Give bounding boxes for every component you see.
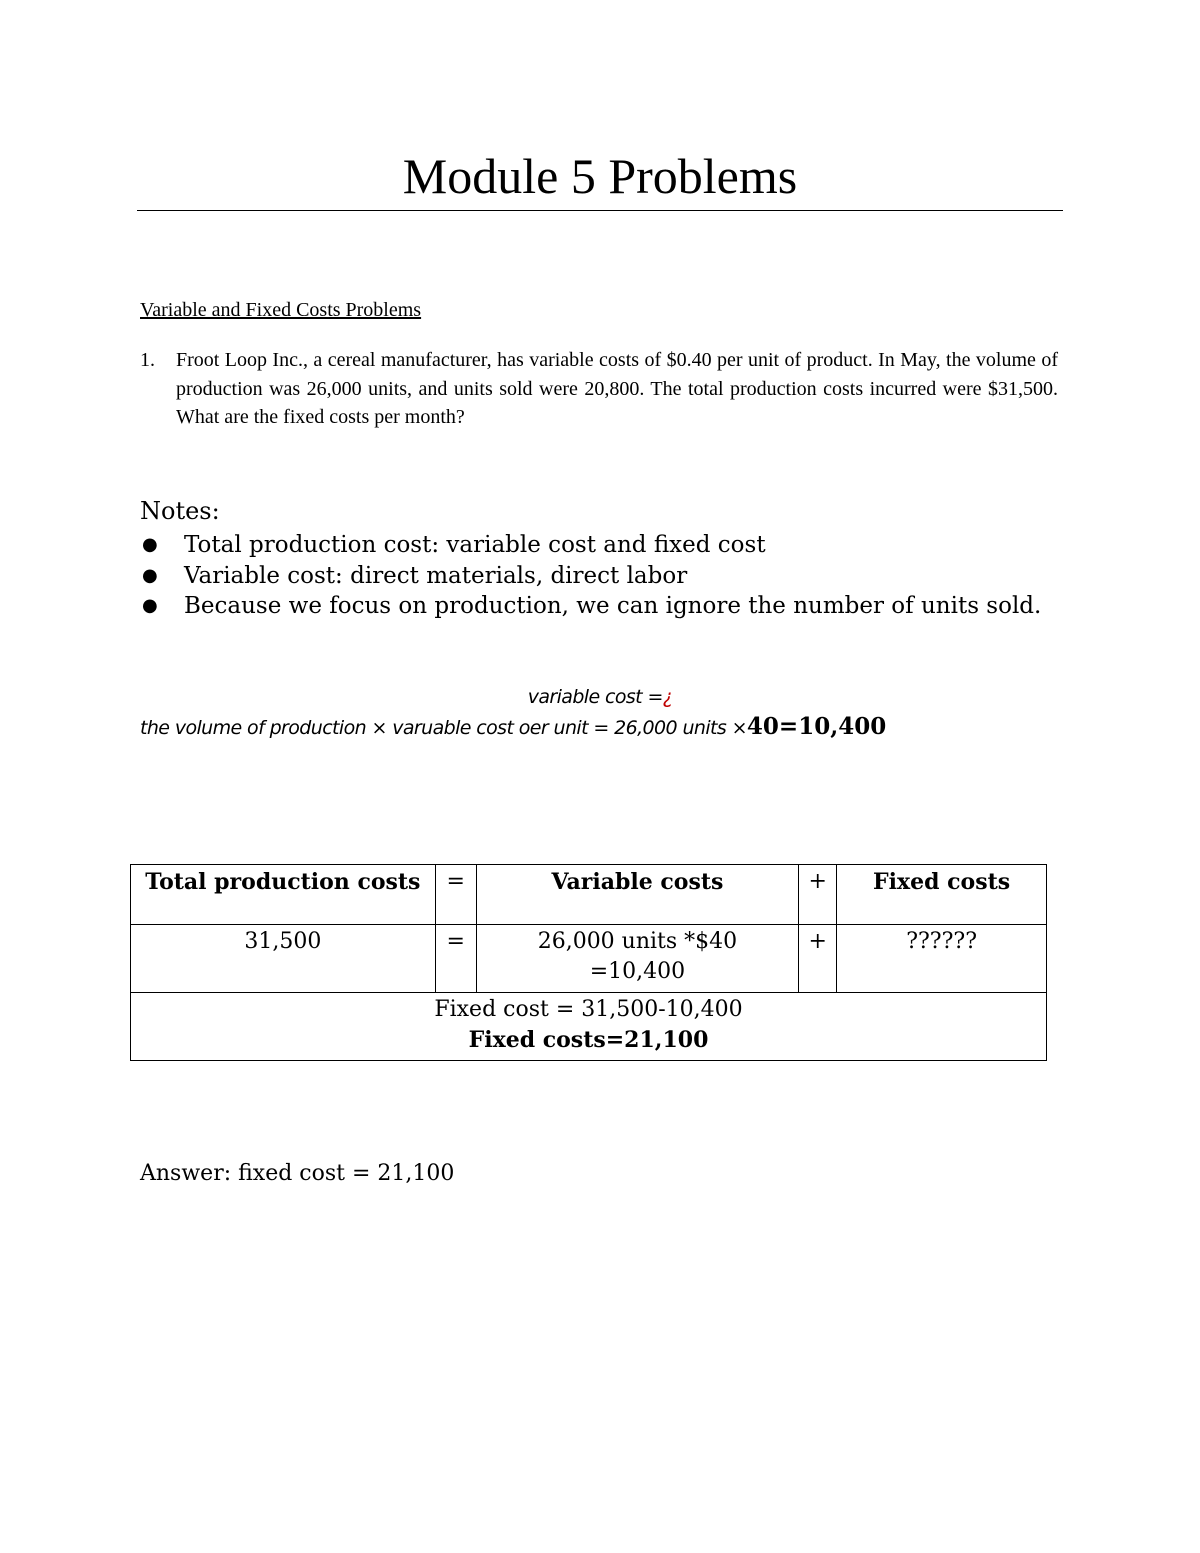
problem-item [140,346,1058,432]
formula-line-2 [140,712,886,743]
table-row [131,865,1047,925]
note-text: Total production cost: variable cost and fixed cost [184,532,766,558]
list-item [140,530,1100,561]
table-row [131,925,1047,993]
header-equals: = [435,865,476,925]
table-row [131,993,1047,1061]
bullet-icon: ● [142,534,158,555]
cost-equation-table [130,864,1047,1061]
notes-list [140,530,1100,622]
section-heading: Variable and Fixed Costs Problems [140,299,422,321]
value-plus: + [799,925,837,993]
result-line1: Fixed cost = 31,500-10,400 [434,997,743,1022]
value-variable-line2: =10,400 [589,959,686,984]
problem-text: Froot Loop Inc., a cereal manufacturer, has variable costs of $0.40 per unit of product. In May, the volume of production was 26,000 units, and units sold were 20,800. The total production costs incurred were $31,500. What are the fixed costs per month? [176,349,1058,428]
notes-label: Notes: [140,497,220,525]
formula-line-1 [0,684,1200,710]
header-variable: Variable costs [476,865,799,925]
result-line2: Fixed costs=21,100 [468,1027,709,1053]
header-plus: + [799,865,837,925]
list-item [140,561,1100,592]
title-divider [137,210,1063,211]
value-total: 31,500 [131,925,436,993]
formula-symbol: ¿ [662,686,673,708]
problem-number: 1. [140,349,155,371]
value-variable [476,925,799,993]
formula-prefix: variable cost = [527,686,663,708]
formula-expression: the volume of production × varuable cost oer unit = 26,000 units × [140,717,747,739]
page-title: Module 5 Problems [402,148,798,204]
bullet-icon: ● [142,595,158,616]
list-item [140,591,1100,622]
value-fixed: ?????? [837,925,1047,993]
answer-text: Answer: fixed cost = 21,100 [140,1161,455,1186]
formula-result: 40=10,400 [746,713,887,740]
bullet-icon: ● [142,564,158,586]
result-cell [131,993,1047,1061]
header-fixed: Fixed costs [837,865,1047,925]
value-equals: = [435,925,476,993]
note-text: Variable cost: direct materials, direct labor [184,562,688,589]
value-variable-line1: 26,000 units *$40 [537,929,738,954]
header-total: Total production costs [131,865,436,925]
note-text: Because we focus on production, we can ignore the number of units sold. [184,593,1042,619]
